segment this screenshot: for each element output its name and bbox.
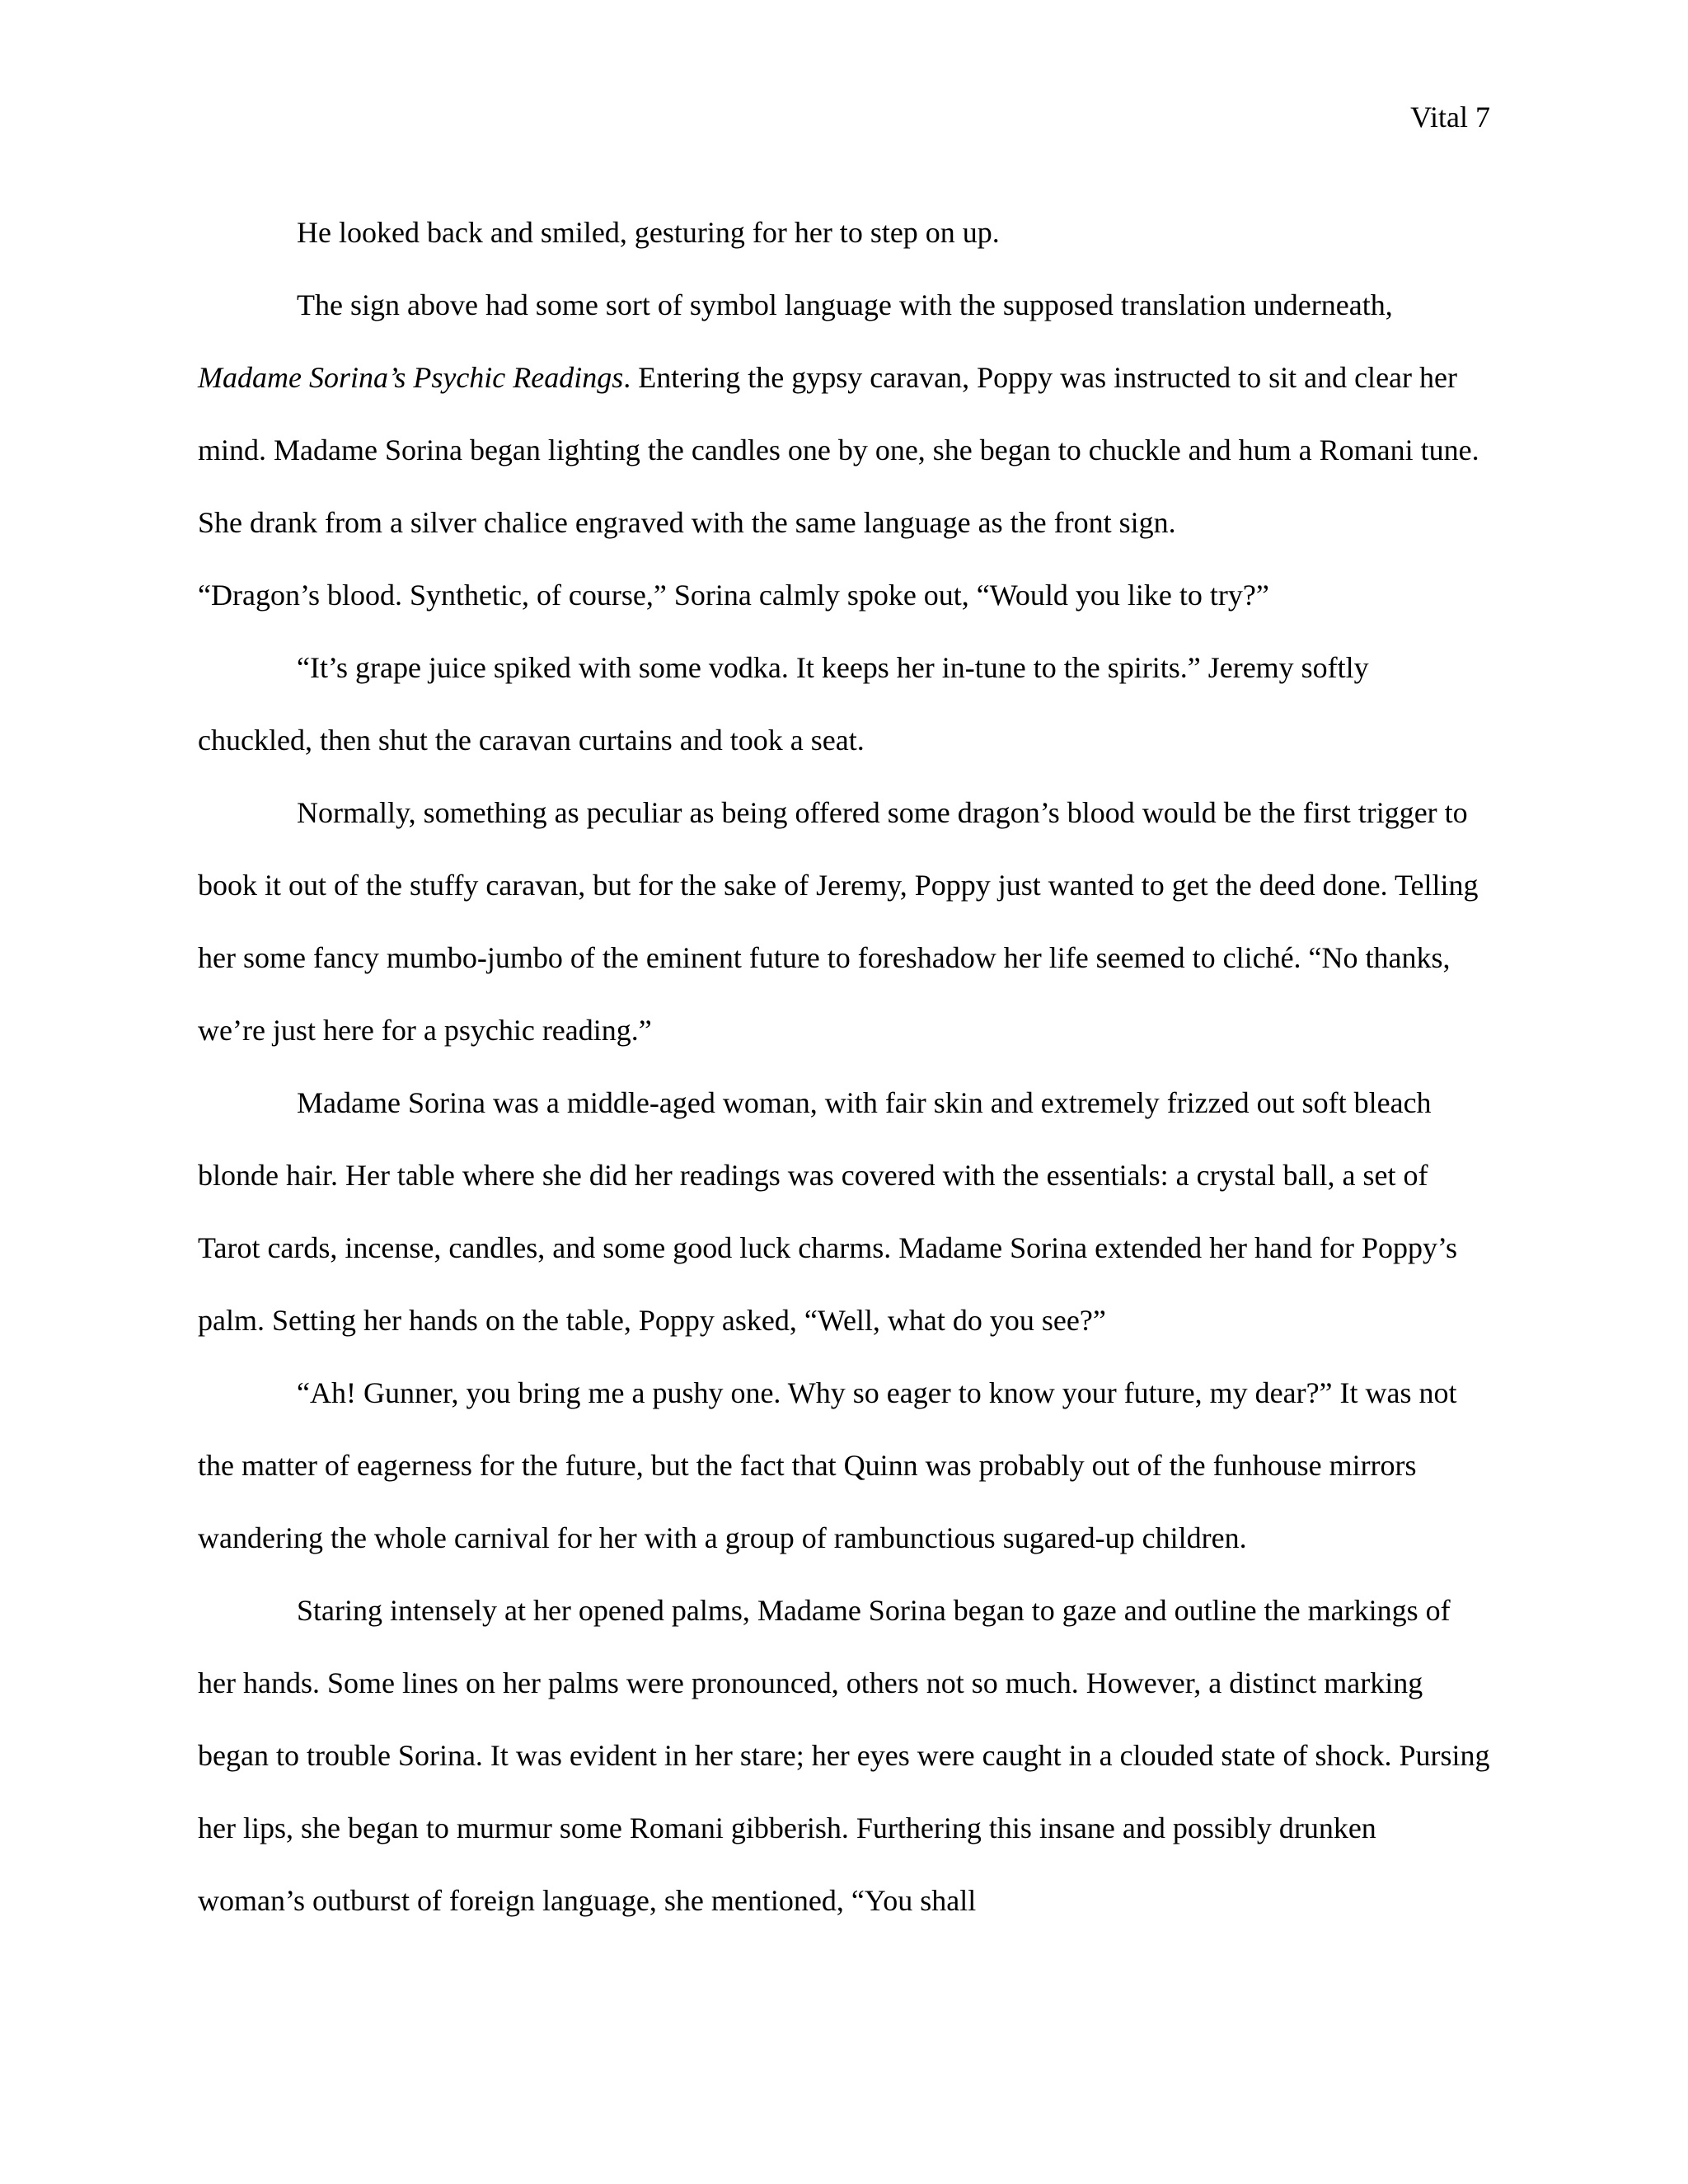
paragraph-1: He looked back and smiled, gesturing for her to step on up.	[297, 216, 1000, 249]
paragraph-5: Normally, something as peculiar as being offered some dragon’s blood would be the first trigger to book it out of the stuffy caravan, but for the sake of Jeremy, Poppy just wanted to get the deed done. Telling her some fancy mumbo-jumbo of the eminent future to foreshadow her life seemed to cliché. “No thanks, we’re just here for a psychic reading.”	[198, 796, 1479, 1047]
page-number: Vital 7	[1410, 101, 1490, 134]
paragraph-2-lead: The sign above had some sort of symbol language with the supposed translation underneath,	[297, 288, 1393, 321]
page-header	[1410, 97, 1490, 137]
paragraph-3-dialogue: “Dragon’s blood. Synthetic, of course,” Sorina calmly spoke out, “Would you like to try?”	[198, 579, 1269, 612]
paragraph-8: Staring intensely at her opened palms, Madame Sorina began to gaze and outline the markings of her hands. Some lines on her palms were pronounced, others not so much. However, a distinct marking began to trouble Sorina. It was evident in her stare; her eyes were caught in a clouded state of shock. Pursing her lips, she began to murmur some Romani gibberish. Furthering this insane and possibly drunken woman’s outburst of foreign language, she mentioned, “You shall	[198, 1594, 1490, 1917]
paragraph-2-rest: . Entering the gypsy caravan, Poppy was instructed to sit and clear her mind. Madame Sorina began lighting the candles one by one, she began to chuckle and hum a Romani tune. She drank from a silver chalice engraved with the same language as the front sign.	[198, 361, 1479, 539]
sign-title-italic: Madame Sorina’s Psychic Readings	[198, 361, 624, 394]
paragraph-2	[198, 269, 1490, 559]
manuscript-body	[198, 196, 1490, 1937]
paragraph-7: “Ah! Gunner, you bring me a pushy one. Why so eager to know your future, my dear?” It was not the matter of eagerness for the future, but the fact that Quinn was probably out of the funhouse mirrors wandering the whole carnival for her with a group of rambunctious sugared-up children.	[198, 1376, 1457, 1554]
paragraph-6: Madame Sorina was a middle-aged woman, with fair skin and extremely frizzed out soft bleach blonde hair. Her table where she did her readings was covered with the essentials: a crystal ball, a set of Tarot cards, incense, candles, and some good luck charms. Madame Sorina extended her hand for Poppy’s palm. Setting her hands on the table, Poppy asked, “Well, what do you see?”	[198, 1086, 1458, 1337]
paragraph-4: “It’s grape juice spiked with some vodka. It keeps her in-tune to the spirits.” Jeremy softly chuckled, then shut the caravan curtains and took a seat.	[198, 651, 1369, 757]
